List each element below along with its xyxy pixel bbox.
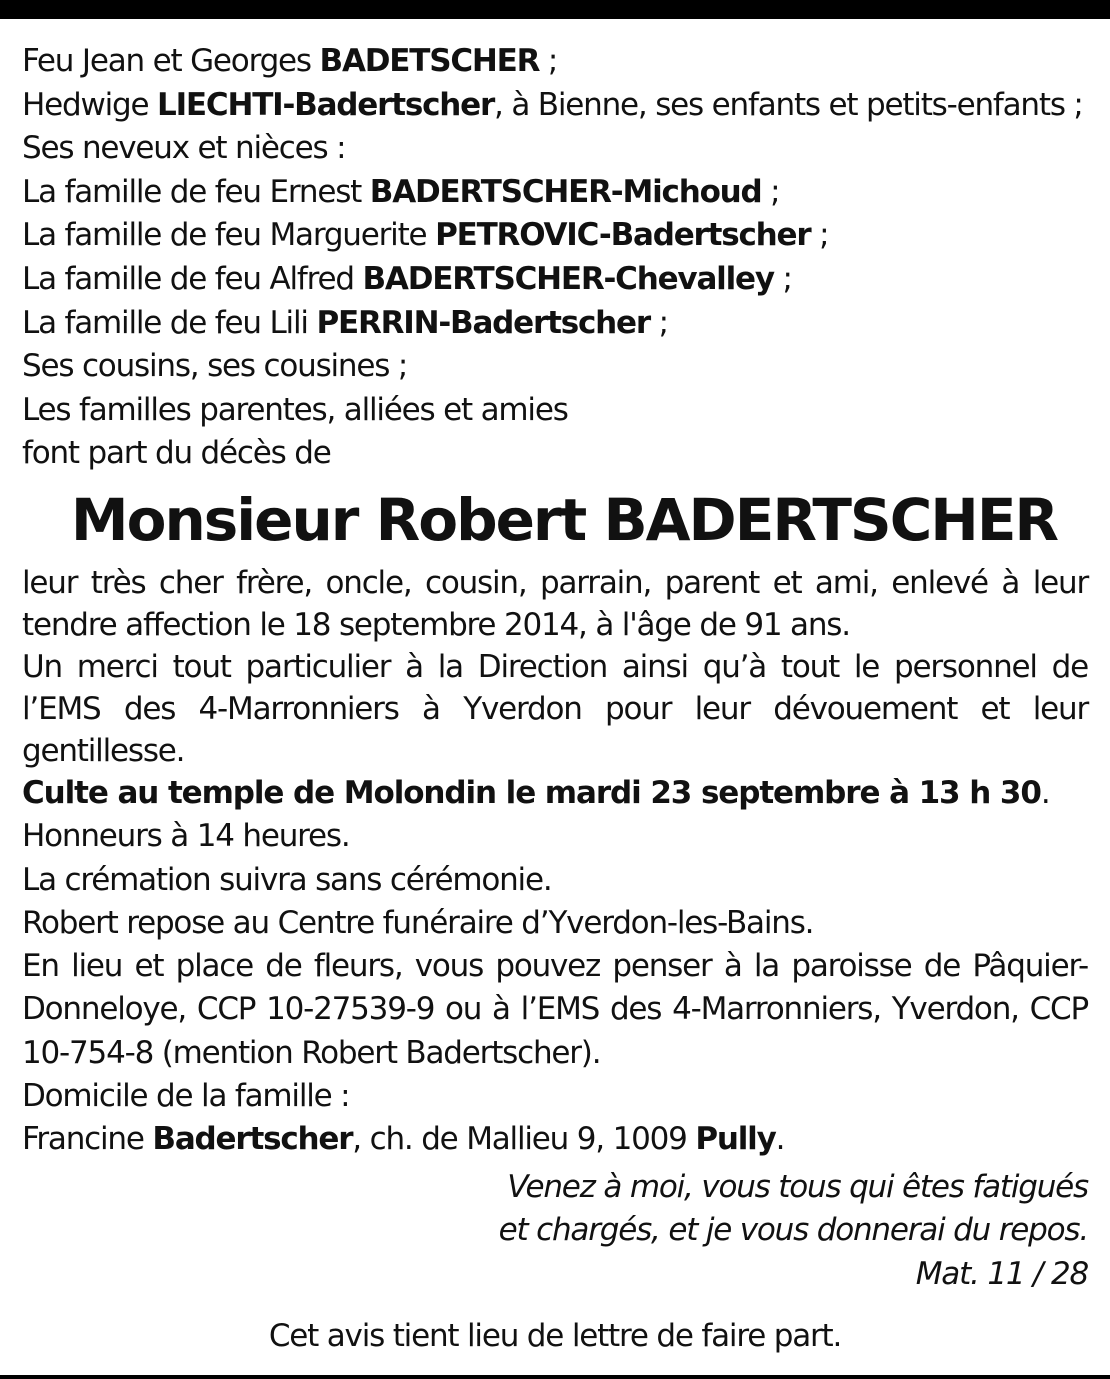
family-line: Ses neveux et nièces : (22, 130, 346, 167)
verse-line: et chargés, et je vous donnerai du repos. (498, 1212, 1088, 1249)
family-line-punct: ; (773, 260, 792, 297)
family-surname: BADERTSCHER-Chevalley (362, 260, 774, 297)
family-line (22, 40, 1088, 84)
family-line (22, 171, 1088, 215)
family-line-text: Hedwige (22, 86, 158, 123)
domicile-address (22, 1118, 1088, 1161)
domicile-label: Domicile de la famille : (22, 1078, 350, 1115)
obituary-notice (22, 40, 1088, 1296)
family-line (22, 214, 1088, 258)
family-line (22, 258, 1088, 302)
service-text: Culte au temple de Molondin le mardi 23 septembre à 13 h 30 (22, 774, 1041, 811)
cremation-line: La crémation suivra sans cérémonie. (22, 861, 552, 898)
verse-reference: Mat. 11 / 28 (915, 1255, 1088, 1292)
domicile-city: Pully (695, 1121, 776, 1158)
top-border-rule (0, 0, 1110, 19)
family-surname: LIECHTI-Badertscher (157, 86, 495, 123)
family-line-punct: , à Bienne, ses enfants et petits-enfants ; (494, 86, 1083, 123)
donations-text: En lieu et place de fleurs, vous pouvez penser à la paroisse de Pâquier-Donneloye, CCP 10-27539-9 ou à l’EMS des 4-Marronniers, Yverdon, CCP 10-754-8 (mention Robert Badertscher). (22, 948, 1088, 1071)
family-line-text: La famille de feu Ernest (22, 173, 370, 210)
family-line: Ses cousins, ses cousines ; (22, 348, 408, 385)
tribute-paragraph: leur très cher frère, oncle, cousin, parrain, parent et ami, enlevé à leur tendre affection le 18 septembre 2014, à l'âge de 91 ans. (22, 564, 1088, 643)
family-line-text: La famille de feu Alfred (22, 260, 363, 297)
honours-line: Honneurs à 14 heures. (22, 818, 350, 855)
family-line-punct: ; (649, 304, 668, 341)
footer-note: Cet avis tient lieu de lettre de faire part. (268, 1318, 842, 1354)
domicile-first-name: Francine (22, 1121, 153, 1158)
family-line-punct: ; (810, 217, 829, 254)
domicile-surname: Badertscher (152, 1121, 353, 1158)
ceremony-details (22, 772, 1088, 1162)
deceased-name: Monsieur Robert BADERTSCHER (70, 485, 1058, 554)
service-line (22, 772, 1088, 815)
tribute-text (22, 562, 1088, 772)
family-surname: PETROVIC-Badertscher (435, 217, 811, 254)
verse-line: Venez à moi, vous tous qui êtes fatigués (507, 1168, 1088, 1205)
domicile-punct: . (775, 1121, 785, 1158)
bottom-border-rule (0, 1375, 1110, 1379)
family-line-punct: ; (539, 43, 558, 79)
family-list (22, 40, 1088, 476)
family-line (22, 84, 1088, 128)
family-line: font part du décès de (22, 435, 331, 472)
service-punct: . (1040, 774, 1050, 811)
family-line-text: La famille de feu Lili (22, 304, 317, 341)
thanks-paragraph: Un merci tout particulier à la Direction ainsi qu’à tout le personnel de l’EMS des 4-Marronniers à Yverdon pour leur dévouement et leur gentillesse. (22, 648, 1088, 769)
family-surname: BADERTSCHER-Michoud (369, 173, 762, 210)
family-line (22, 302, 1088, 346)
family-line-punct: ; (761, 173, 780, 210)
rests-line: Robert repose au Centre funéraire d’Yverdon-les-Bains. (22, 904, 814, 941)
domicile-street: , ch. de Mallieu 9, 1009 (352, 1121, 696, 1158)
family-line: Les familles parentes, alliées et amies (22, 391, 568, 428)
family-line-text: La famille de feu Marguerite (22, 217, 436, 254)
bible-verse (22, 1166, 1088, 1297)
family-surname: BADETSCHER (319, 43, 540, 79)
family-surname: PERRIN-Badertscher (316, 304, 650, 341)
family-line-text: Feu Jean et Georges (22, 43, 320, 79)
